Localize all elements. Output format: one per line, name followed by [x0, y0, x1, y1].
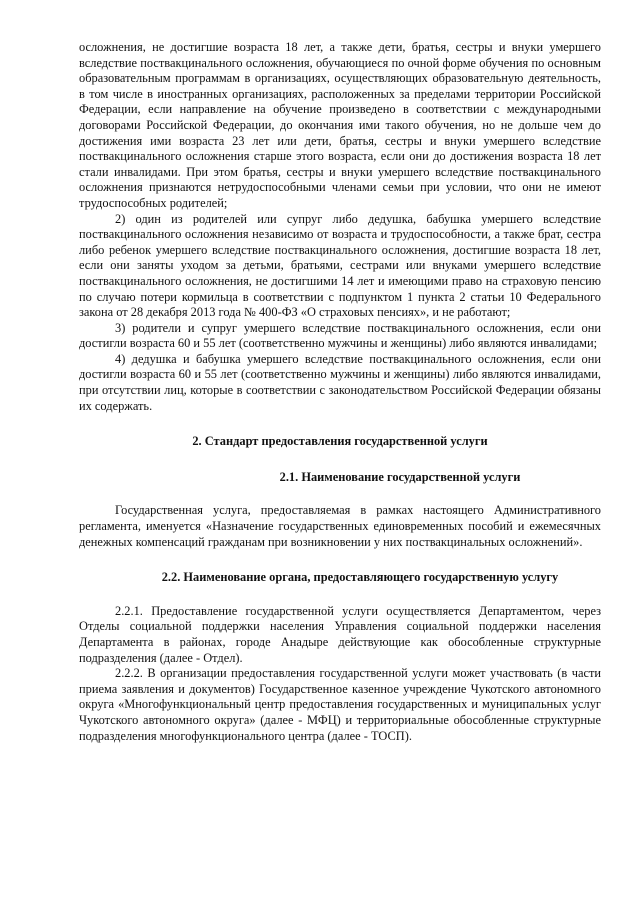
subsection-heading-2-1: 2.1. Наименование государственной услуги	[279, 469, 521, 484]
document-body	[79, 40, 601, 744]
list-item-4: 4) дедушка и бабушка умершего вследствие поствакцинального осложнения, если они достигли возраста 60 и 55 лет (соответственно мужчины и женщины) либо являются инвалидами, при отсутствии лиц, которые в соответствии с законодательством Российской Федерации обязаны их содержать.	[79, 351, 601, 413]
paragraph-2-2-1: 2.2.1. Предоставление государственной услуги осуществляется Департаментом, через Отделы социальной поддержки населения Управления социальной поддержки населения Департамента в районах, городе Анадыре действующие как обособленные структурные подразделения (далее - Отдел).	[79, 603, 601, 665]
paragraph-2-1: Государственная услуга, предоставляемая в рамках настоящего Административного регламента, именуется «Назначение государственных единовременных пособий и ежемесячных денежных компенсаций гражданам при возникновении у них поствакцинальных осложнений».	[79, 503, 601, 549]
list-item-3: 3) родители и супруг умершего вследствие поствакцинального осложнения, если они достигли возраста 60 и 55 лет (соответственно мужчины и женщины) либо являются инвалидами;	[79, 320, 601, 351]
section-heading: 2. Стандарт предоставления государственной услуги	[192, 434, 488, 449]
list-item-2: 2) один из родителей или супруг либо дедушка, бабушка умершего вследствие поствакцинального осложнения независимо от возраста и трудоспособности, а также брат, сестра либо ребенок умершего вследствие поствакцинального осложнения, достигшие возраста 18 лет, если они заняты уходом за детьми, братьями, сестрами или внуками умершего вследствие поствакцинального осложнения, не достигшими 14 лет и имеющими право на страховую пенсию по случаю потери кормильца в соответствии с подпунктом 1 пункта 2 статьи 10 Федерального закона от 28 декабря 2013 года № 400-ФЗ «О страховых пенсиях», и не работают;	[79, 211, 601, 320]
paragraph-continuation: осложнения, не достигшие возраста 18 лет, а также дети, братья, сестры и внуки умершего вследствие поствакцинального осложнения, обучающиеся по очной форме обучения по основным образовательным программам в организациях, осуществляющих образовательную деятельность, в том числе в иностранных организациях, расположенных за пределами территории Российской Федерации, если направление на обучение произведено в соответствии с международными договорами Российской Федерации, до окончания ими такого обучения, но не дольше чем до достижения ими возраста 23 лет или дети, братья, сестры и внуки умершего вследствие поствакцинального осложнения старше этого возраста, если они до достижения возраста 18 лет стали инвалидами. При этом братья, сестры и внуки умершего вследствие поствакцинального осложнения признаются нетрудоспособными членами семьи при условии, что они не имеют трудоспособных родителей;	[79, 40, 601, 210]
subsection-heading-2-2: 2.2. Наименование органа, предоставляющего государственную услугу	[161, 570, 559, 585]
paragraph-2-2-2: 2.2.2. В организации предоставления государственной услуги может участвовать (в части приема заявления и документов) Государственное казенное учреждение Чукотского автономного округа «Многофункциональный центр предоставления государственных и муниципальных услуг Чукотского автономного округа» (далее - МФЦ) и территориальные обособленные структурные подразделения многофункционального центра (далее - ТОСП).	[79, 666, 601, 743]
